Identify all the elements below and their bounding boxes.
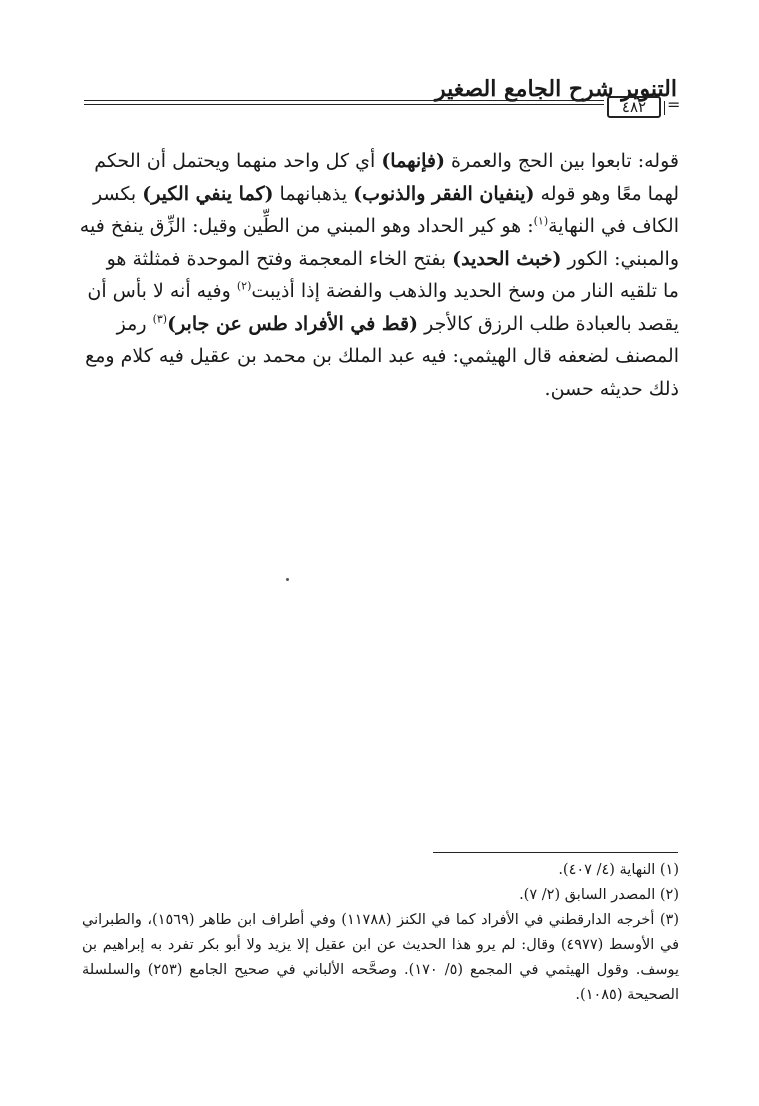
stray-dot — [286, 578, 289, 581]
running-title: التنوير شرح الجامع الصغير — [435, 76, 677, 102]
footnote: (٣) أخرجه الدارقطني في الأفراد كما في الكنز (١١٧٨٨) وفي أطراف ابن طاهر (١٥٦٩)، والطبراني في الأوسط (٤٩٧٧) وقال: لم يرو هذا الحديث عن ابن عقيل إلا يزيد ولا أبو بكر تفرد به إبراهيم بن يوسف. وقول الهيثمي في المجمع (٥/ ١٧٠). وصحَّحه الألباني في صحيح الجامع (٢٥٣) والسلسلة الصحيحة (١٠٨٥). — [82, 912, 680, 1003]
page-number: ٤٨٢ — [607, 96, 661, 118]
text-run: يذهبانهما — [273, 182, 354, 205]
hadith-quote: (كما ينفي الكير) — [142, 182, 274, 205]
text-line — [82, 308, 679, 341]
text-run: وفيه أنه لا بأس أن — [87, 280, 237, 302]
footnote: (١) النهاية (٤/ ٤٠٧). — [558, 862, 679, 878]
footnotes — [82, 858, 679, 1008]
text-run: الكاف في النهاية — [548, 215, 679, 237]
text-run: بفتح الخاء المعجمة وفتح الموحدة فمثلثة هو — [106, 247, 453, 270]
hadith-quote: (ينفيان الفقر والذنوب) — [353, 182, 535, 205]
hadith-quote: (فإنهما) — [381, 150, 445, 172]
hadith-quote: (قط في الأفراد طس عن جابر) — [167, 312, 419, 335]
text-line — [82, 178, 679, 211]
text-run: والمبني: الكور — [561, 247, 679, 270]
text-line — [82, 340, 679, 373]
text-line — [79, 210, 679, 243]
header-ornament-icon: = — [667, 95, 681, 114]
text-run: قوله: تابعوا بين الحج والعمرة — [444, 150, 679, 172]
text-run: بكسر — [92, 182, 143, 205]
text-run: يقصد بالعبادة طلب الرزق كالأجر — [418, 312, 679, 335]
text-run: : هو كير الحداد وهو المبني من الطِّين وقيل: الزِّق ينفخ فيه — [79, 215, 534, 237]
footnote-ref[interactable]: (٢) — [236, 279, 252, 293]
text-line — [82, 373, 679, 406]
text-run: لهما معًا وهو قوله — [534, 182, 679, 205]
footnote-ref[interactable]: (١) — [533, 214, 549, 228]
text-line — [82, 243, 679, 276]
header-double-rule — [84, 98, 604, 108]
footnote: (٢) المصدر السابق (٢/ ٧). — [519, 887, 679, 903]
footnote-ref[interactable]: (٣) — [152, 312, 168, 326]
text-line — [82, 275, 679, 308]
main-text — [79, 145, 679, 405]
text-run: أي كل واحد منهما ويحتمل أن الحكم — [94, 150, 382, 172]
text-run: ما تلقيه النار من وسخ الحديد والذهب والفضة إذا أذيبت — [251, 280, 679, 302]
text-run: ذلك حديثه حسن. — [544, 377, 679, 400]
text-line — [82, 145, 679, 178]
header-rule-line — [84, 104, 604, 105]
footnote-separator — [433, 852, 678, 853]
header-rule-line — [84, 100, 604, 101]
text-run: المصنف لضعفه قال الهيثمي: فيه عبد الملك بن محمد بن عقيل فيه كلام ومع — [85, 345, 679, 367]
text-run: رمز — [116, 312, 153, 335]
hadith-quote: (خبث الحديد) — [452, 247, 562, 270]
